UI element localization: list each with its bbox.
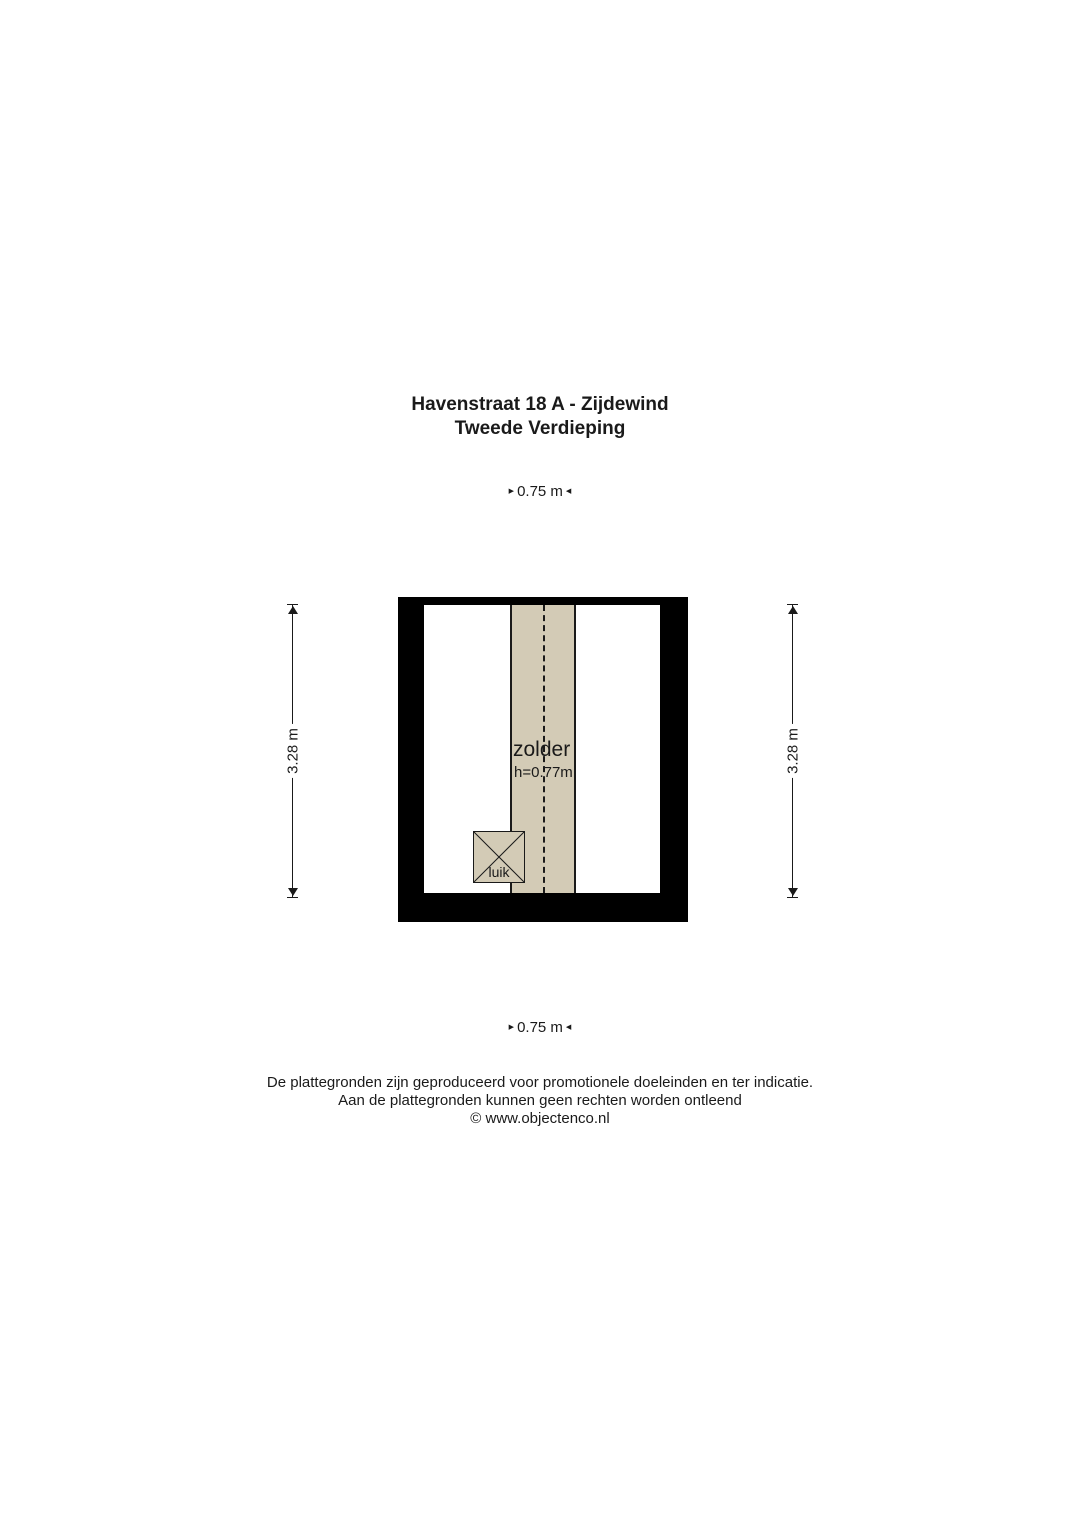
dimension-top <box>0 482 1080 502</box>
floor-subtitle: Tweede Verdieping <box>454 418 626 439</box>
dimension-left <box>278 604 308 898</box>
title-block <box>0 393 1080 441</box>
dimension-tick <box>787 897 798 898</box>
arrow-down-icon <box>788 888 798 896</box>
attic-hatch <box>473 831 525 883</box>
arrow-right-icon: ▶ <box>508 488 515 496</box>
disclaimer-line-2: Aan de plattegronden kunnen geen rechten worden ontleend <box>338 1092 742 1109</box>
room-height-label: h=0.77m <box>514 764 573 781</box>
arrow-left-icon: ◀ <box>565 1024 572 1032</box>
arrow-up-icon <box>288 606 298 614</box>
dimension-tick <box>287 897 298 898</box>
dimension-right <box>778 604 808 898</box>
dimension-top-label: 0.75 m <box>517 483 563 500</box>
arrow-right-icon: ▶ <box>508 1024 515 1032</box>
arrow-down-icon <box>288 888 298 896</box>
dimension-left-label: 3.28 m <box>285 724 302 778</box>
arrow-left-icon: ◀ <box>565 488 572 496</box>
disclaimer-line-1: De plattegronden zijn geproduceerd voor promotionele doeleinden en ter indicatie. <box>266 1074 814 1091</box>
dimension-tick <box>287 604 298 605</box>
dimension-right-label: 3.28 m <box>785 724 802 778</box>
page-title: Havenstraat 18 A - Zijdewind <box>411 394 669 415</box>
copyright-line: © www.objectenco.nl <box>470 1110 610 1127</box>
room-name-label: zolder <box>513 738 571 761</box>
dimension-bottom-label: 0.75 m <box>517 1019 563 1036</box>
disclaimer <box>0 1074 1080 1128</box>
hatch-label: luik <box>488 864 510 880</box>
dimension-bottom <box>0 1018 1080 1038</box>
floor-plan <box>398 597 688 922</box>
dimension-tick <box>787 604 798 605</box>
arrow-up-icon <box>788 606 798 614</box>
